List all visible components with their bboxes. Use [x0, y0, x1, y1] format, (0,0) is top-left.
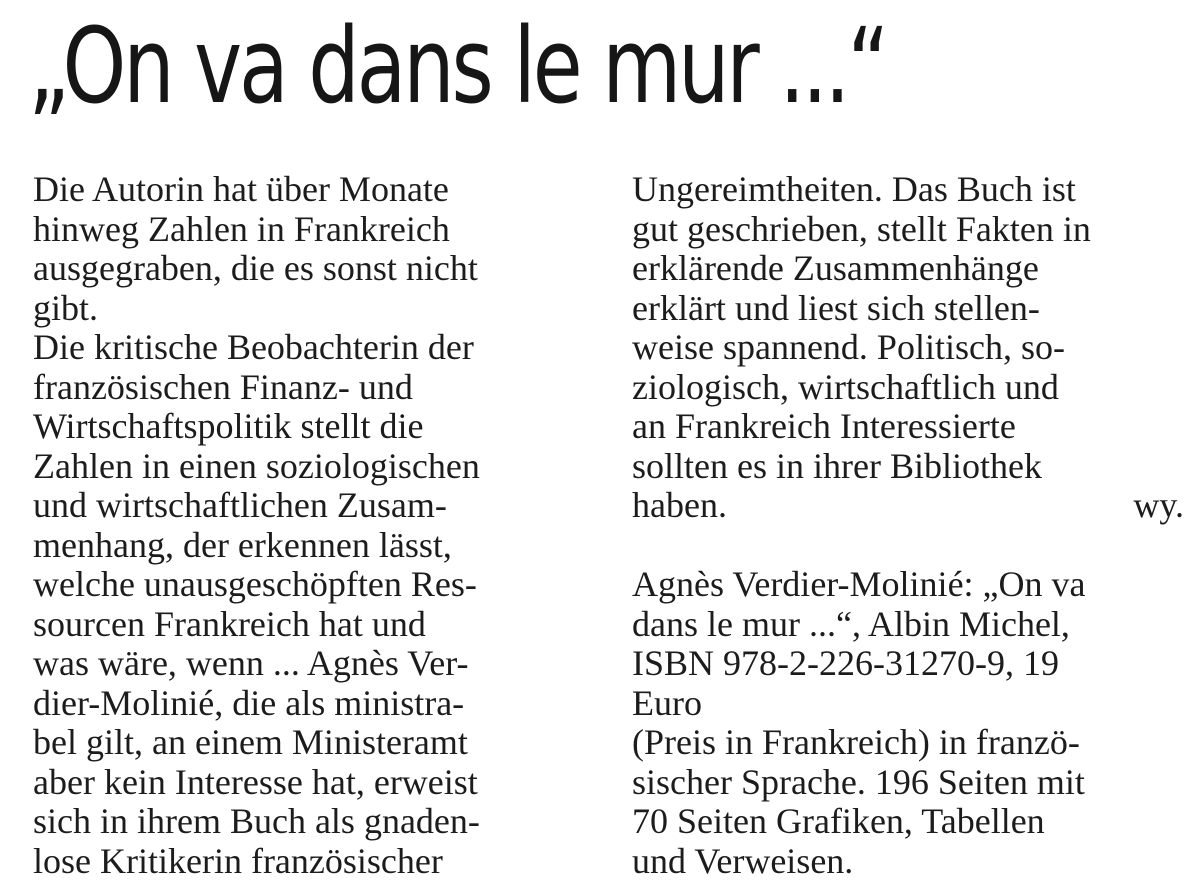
text-line: Wirtschaftspolitik stellt die	[33, 406, 424, 446]
text-line: gut geschrieben, stellt Fakten in	[632, 208, 1091, 249]
text-line: Zahlen in einen soziologischen	[33, 445, 480, 486]
text-line: aber kein Interesse hat, erweist	[33, 761, 478, 802]
book-info-line: und Verweisen.	[632, 840, 854, 881]
text-line: sollten es in ihrer Bibliothek	[632, 445, 1042, 486]
text-line: Die kritische Beobachterin der	[33, 327, 474, 367]
book-info-line: (Preis in Frankreich) in franzö-	[632, 722, 1080, 762]
text-line: und wirtschaftlichen Zusam-	[33, 485, 447, 525]
book-info-line: Euro	[632, 682, 702, 723]
text-line: erklärt und liest sich stellen-	[632, 287, 1040, 328]
article-headline: „On va dans le mur ...“	[28, 5, 887, 127]
text-line: dier-Molinié, die als ministra-	[33, 682, 465, 723]
book-info-line: sischer Sprache. 196 Seiten mit	[632, 761, 1085, 802]
text-line: französischen Finanz- und	[33, 366, 413, 407]
text-line: an Frankreich Interessierte	[632, 406, 1016, 446]
text-line: ausgegraben, die es sonst nicht	[33, 248, 478, 288]
paragraph-gap	[632, 526, 1184, 566]
text-line: erklärende Zusammenhänge	[632, 248, 1039, 288]
text-line: weise spannend. Politisch, so-	[632, 327, 1065, 367]
text-line: sich in ihrem Buch als gnaden-	[33, 801, 480, 841]
book-info	[632, 565, 1184, 881]
book-info-line: dans le mur ...“, Albin Michel,	[632, 603, 1070, 644]
author-signature: wy.	[1133, 485, 1184, 525]
book-info-line: 70 Seiten Grafiken, Tabellen	[632, 801, 1045, 841]
book-info-line: ISBN 978-2-226-31270-9, 19	[632, 643, 1059, 683]
text-line: welche unausgeschöpften Res-	[33, 564, 477, 604]
closing-text: haben.	[632, 485, 727, 525]
text-line: lose Kritikerin französischer	[33, 840, 443, 881]
closing-line	[632, 486, 1184, 526]
right-column	[632, 170, 1184, 881]
text-line: gibt.	[33, 287, 99, 328]
text-line: ziologisch, wirtschaftlich und	[632, 366, 1059, 407]
left-column	[33, 170, 593, 881]
text-line: Die Autorin hat über Monate	[33, 169, 449, 209]
text-line: bel gilt, an einem Ministeramt	[33, 722, 468, 762]
text-line: sourcen Frankreich hat und	[33, 603, 426, 644]
text-line: Ungereimtheiten. Das Buch ist	[632, 169, 1076, 209]
book-info-line: Agnès Verdier-Molinié: „On va	[632, 564, 1086, 604]
text-line: hinweg Zahlen in Frankreich	[33, 208, 450, 249]
text-line: menhang, der erkennen lässt,	[33, 524, 452, 565]
text-line: was wäre, wenn ... Agnès Ver-	[33, 643, 469, 683]
